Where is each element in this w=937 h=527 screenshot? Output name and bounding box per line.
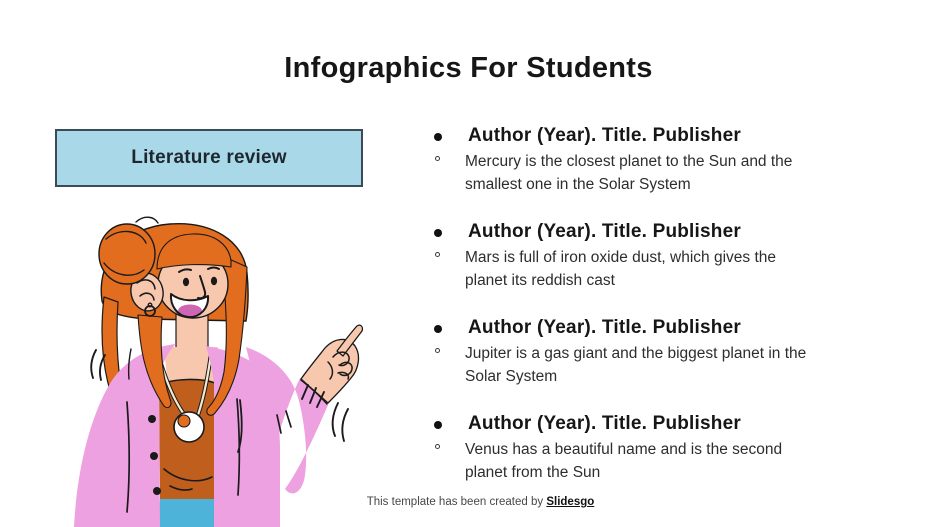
slide-title: Infographics For Students: [284, 52, 653, 84]
reference-heading: Author (Year). Title. Publisher: [468, 413, 741, 434]
sub-bullet-icon: [435, 156, 440, 161]
reference-description: Mercury is the closest planet to the Sun and the smallest one in the Solar System: [465, 153, 793, 193]
reference-item: [425, 412, 905, 484]
bullet-icon: [434, 421, 442, 429]
references-list: [425, 124, 905, 508]
reference-item: [425, 124, 905, 196]
reference-description: Mars is full of iron oxide dust, which gives the planet its reddish cast: [465, 249, 776, 289]
reference-heading: Author (Year). Title. Publisher: [468, 125, 741, 146]
reference-heading: Author (Year). Title. Publisher: [468, 221, 741, 242]
sub-bullet-icon: [435, 252, 440, 257]
bullet-icon: [434, 133, 442, 141]
reference-item: [425, 220, 905, 292]
bullet-icon: [434, 229, 442, 237]
woman-illustration: [50, 197, 390, 527]
pendant: [174, 412, 204, 442]
footer-credit: [24, 496, 937, 508]
section-label: Literature review: [131, 147, 287, 168]
sub-bullet-icon: [435, 348, 440, 353]
reference-description: Venus has a beautiful name and is the second planet from the Sun: [465, 441, 783, 481]
section-label-box: [55, 129, 363, 187]
slidesgo-link[interactable]: Slidesgo: [546, 496, 595, 508]
reference-heading: Author (Year). Title. Publisher: [468, 317, 741, 338]
bullet-icon: [434, 325, 442, 333]
footer-text: This template has been created by: [366, 496, 547, 508]
sub-bullet-icon: [435, 444, 440, 449]
reference-item: [425, 316, 905, 388]
reference-description: Jupiter is a gas giant and the biggest planet in the Solar System: [465, 345, 807, 385]
